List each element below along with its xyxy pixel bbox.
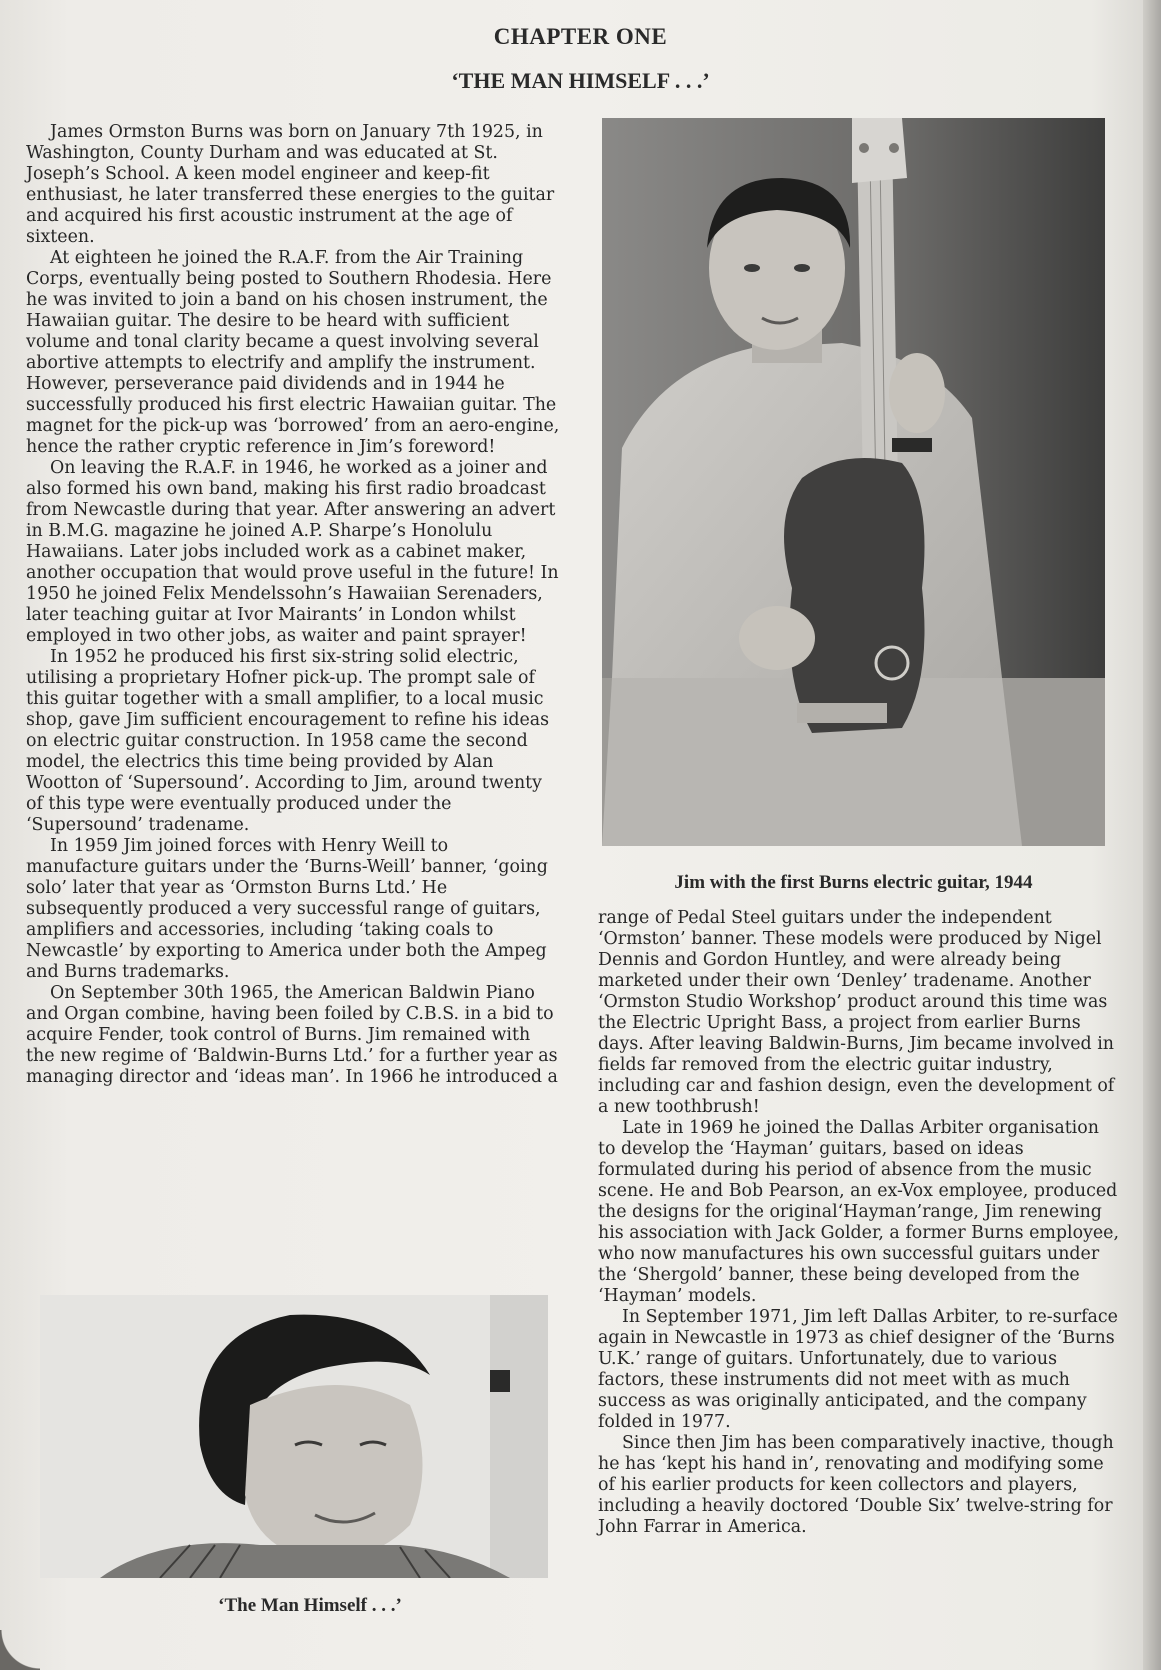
page-corner	[0, 1630, 40, 1670]
paragraph: At eighteen he joined the R.A.F. from the Air Training Corps, eventually being posted to Southern Rhodesia. Here he was invited to join a band on his chosen instrument, the Hawaiian guitar. The desire to be heard with sufficient volume and tonal clarity became a quest involving several abortive attempts to electrify and amplify the instrument. However, perseverance paid dividends and in 1944 he successfully produced his first electric Hawaiian guitar. The magnet for the pick-up was ‘borrowed’ from an aero-engine, hence the rather cryptic reference in Jim’s foreword!	[26, 248, 560, 457]
portrait-photo	[40, 1295, 548, 1578]
paragraph: In 1959 Jim joined forces with Henry Weill to manufacture guitars under the ‘Burns-Weill’ banner, ‘going solo’ later that year as ‘Ormston Burns Ltd.’ He subsequently produced a very successful range of guitars, amplifiers and accessories, including ‘taking coals to Newcastle’ by exporting to America under both the Ampeg and Burns trademarks.	[26, 836, 548, 982]
paragraph: In 1952 he produced his first six-string solid electric, utilising a proprietary Hofner pick-up. The prompt sale of this guitar together with a small amplifier, to a local music shop, gave Jim sufficient encouragement to refine his ideas on electric guitar construction. In 1958 came the second model, the electrics this time being provided by Alan Wootton of ‘Supersound’. According to Jim, around twenty of this type were eventually produced under the ‘Supersound’ tradename.	[26, 647, 550, 835]
guitar-photo-caption: Jim with the first Burns electric guitar, 1944	[674, 872, 1033, 893]
left-text-column	[26, 122, 562, 1088]
portrait-photo-illustration	[40, 1295, 548, 1578]
paragraph: On September 30th 1965, the American Baldwin Piano and Organ combine, having been foiled by C.B.S. in a bid to acquire Fender, took control of Burns. Jim remained with the new regime of ‘Baldwin-Burns Ltd.’ for a further year as managing director and ‘ideas man’. In 1966 he introduced a	[26, 983, 558, 1087]
paragraph: range of Pedal Steel guitars under the independent ‘Ormston’ banner. These models were produced by Nigel Dennis and Gordon Huntley, and were already being marketed under their own ‘Denley’ tradename. Another ‘Ormston Studio Workshop’ product around this time was the Electric Upright Bass, a project from earlier Burns days. After leaving Baldwin-Burns, Jim became involved in fields far removed from the electric guitar industry, including car and fashion design, even the development of a new toothbrush!	[598, 908, 1115, 1117]
paragraph: Late in 1969 he joined the Dallas Arbiter organisation to develop the ‘Hayman’ guitars, based on ideas formulated during his period of absence from the music scene. He and Bob Pearson, an ex-Vox employee, produced the designs for the original‘Hayman’range, Jim renewing his association with Jack Golder, a former Burns employee, who now manufactures his own successful guitars under the ‘Shergold’ banner, these being developed from the ‘Hayman’ models.	[598, 1118, 1120, 1306]
paragraph: In September 1971, Jim left Dallas Arbiter, to re-surface again in Newcastle in 1973 as chief designer of the ‘Burns U.K.’ range of guitars. Unfortunately, due to various factors, these instruments did not meet with as much success as was originally anticipated, and the company folded in 1977.	[598, 1307, 1118, 1432]
guitar-photo	[602, 118, 1105, 846]
page-edge	[1143, 0, 1161, 1670]
chapter-title: ‘THE MAN HIMSELF . . .’	[451, 68, 710, 93]
chapter-heading: CHAPTER ONE	[493, 24, 668, 49]
paragraph: Since then Jim has been comparatively inactive, though he has ‘kept his hand in’, renovating and modifying some of his earlier products for keen collectors and players, including a heavily doctored ‘Double Six’ twelve-string for John Farrar in America.	[598, 1433, 1114, 1537]
right-text-column	[598, 908, 1120, 1538]
guitar-photo-illustration	[602, 118, 1105, 846]
paragraph: On leaving the R.A.F. in 1946, he worked as a joiner and also formed his own band, making his first radio broadcast from Newcastle during that year. After answering an advert in B.M.G. magazine he joined A.P. Sharpe’s Honolulu Hawaiians. Later jobs included work as a cabinet maker, another occupation that would prove useful in the future! In 1950 he joined Felix Mendelssohn’s Hawaiian Serenaders, later teaching guitar at Ivor Mairants’ in London whilst employed in two other jobs, as waiter and paint sprayer!	[26, 458, 559, 646]
portrait-photo-caption: ‘The Man Himself . . .’	[218, 1595, 402, 1616]
paragraph: James Ormston Burns was born on January 7th 1925, in Washington, County Durham and was educated at St. Joseph’s School. A keen model engineer and keep-fit enthusiast, he later transferred these energies to the guitar and acquired his first acoustic instrument at the age of sixteen.	[26, 122, 555, 247]
